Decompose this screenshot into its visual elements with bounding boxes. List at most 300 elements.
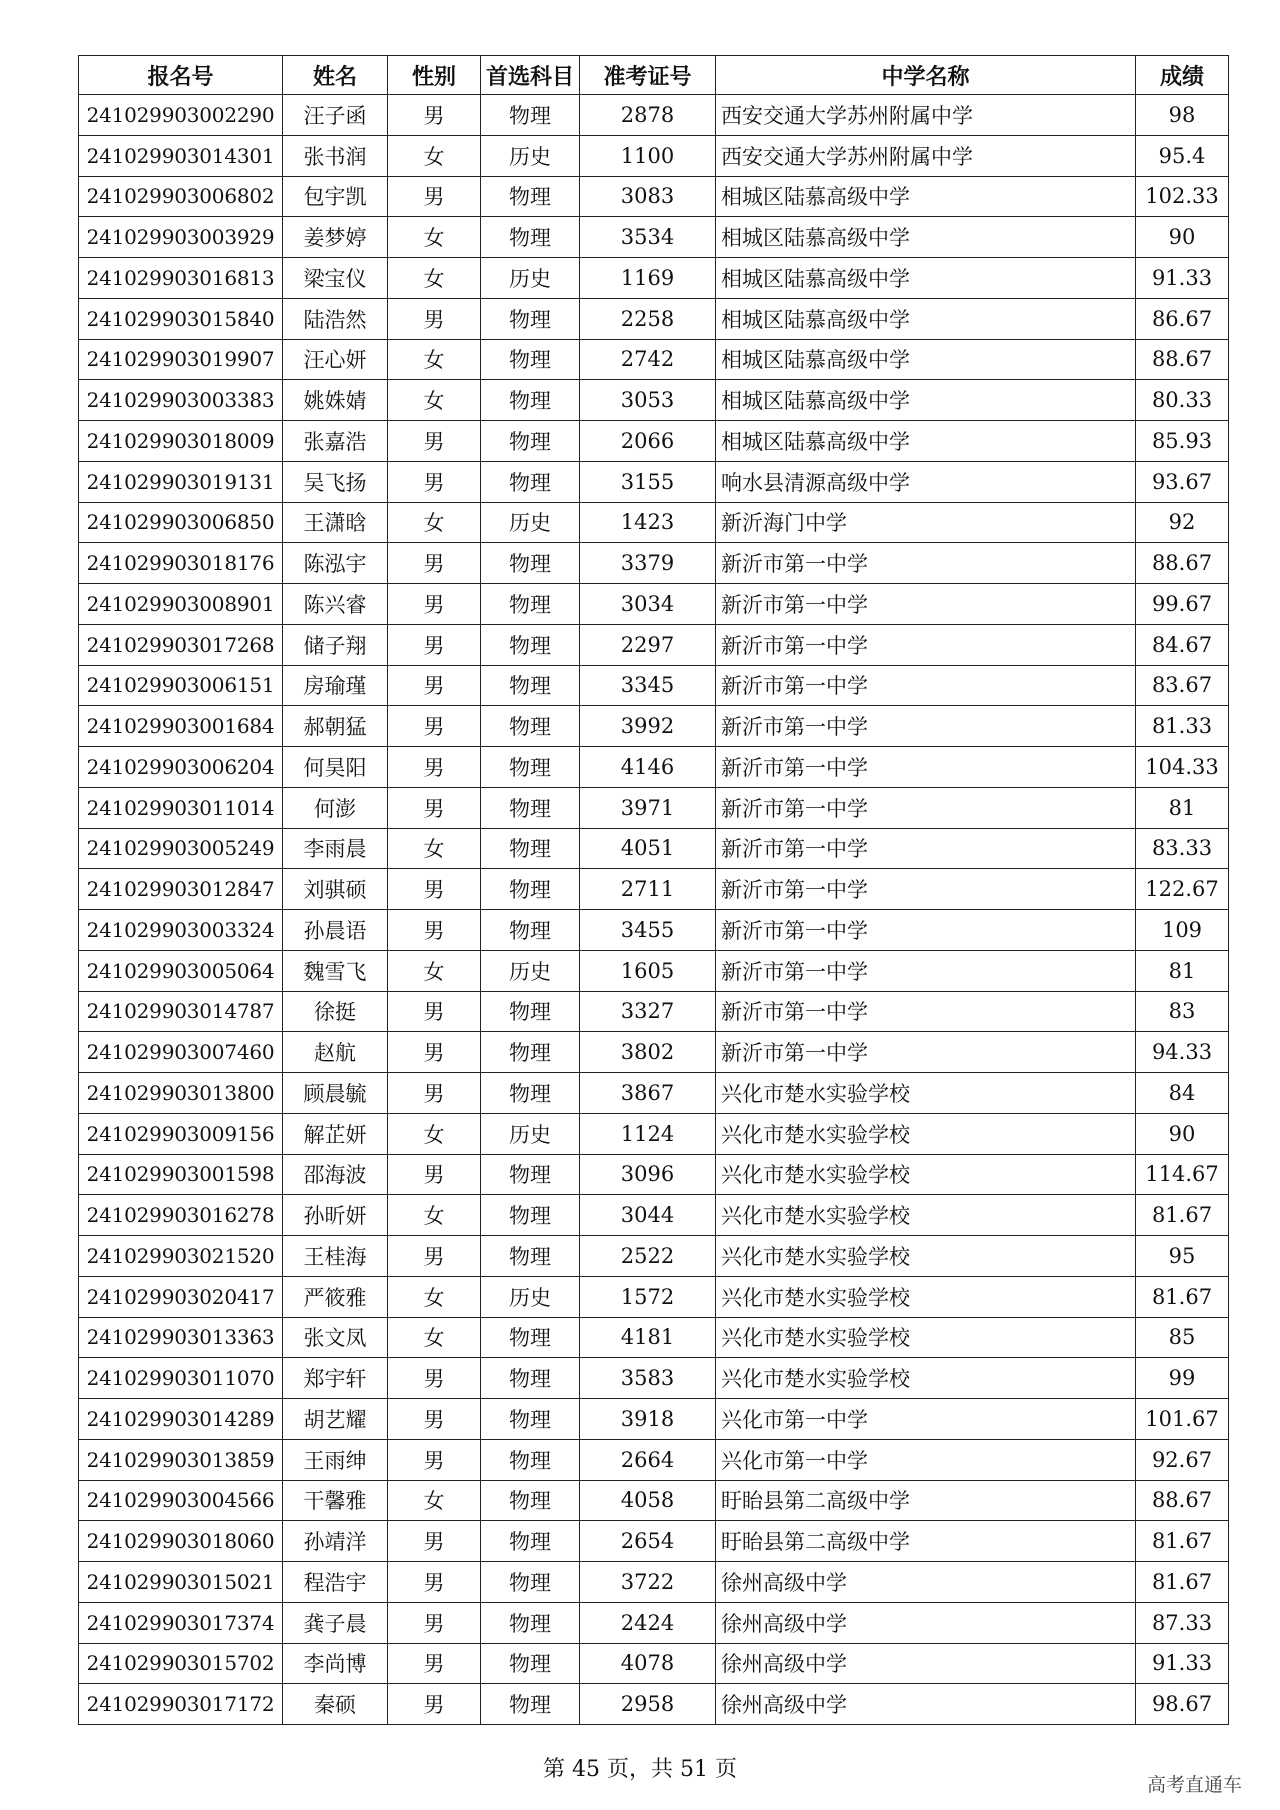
name-cell: 梁宝仪 <box>283 258 388 299</box>
name-cell: 何昊阳 <box>283 747 388 788</box>
table-row <box>79 502 1229 543</box>
score-cell: 85.93 <box>1136 421 1229 462</box>
name-cell: 魏雪飞 <box>283 950 388 991</box>
subject-cell: 历史 <box>481 135 580 176</box>
name-cell: 解芷妍 <box>283 1113 388 1154</box>
subject-cell: 物理 <box>481 421 580 462</box>
table-row <box>79 747 1229 788</box>
name-cell: 陈泓宇 <box>283 543 388 584</box>
admission-no-cell: 3971 <box>580 787 716 828</box>
registration-no-cell: 241029903007460 <box>79 1032 283 1073</box>
admission-no-cell: 2664 <box>580 1439 716 1480</box>
table-row <box>79 421 1229 462</box>
registration-no-cell: 241029903002290 <box>79 95 283 136</box>
table-row <box>79 1073 1229 1114</box>
subject-cell: 物理 <box>481 217 580 258</box>
subject-cell: 物理 <box>481 298 580 339</box>
gender-cell: 男 <box>388 1684 481 1725</box>
table-row <box>79 828 1229 869</box>
subject-cell: 物理 <box>481 787 580 828</box>
page-number: 第 45 页，共 51 页 <box>543 1757 737 1782</box>
registration-no-cell: 241029903011070 <box>79 1358 283 1399</box>
school-cell: 兴化市第一中学 <box>716 1399 1136 1440</box>
score-cell: 93.67 <box>1136 461 1229 502</box>
subject-cell: 物理 <box>481 1032 580 1073</box>
name-cell: 顾晨毓 <box>283 1073 388 1114</box>
gender-cell: 女 <box>388 380 481 421</box>
score-cell: 86.67 <box>1136 298 1229 339</box>
subject-cell: 物理 <box>481 1562 580 1603</box>
name-cell: 邵海波 <box>283 1154 388 1195</box>
registration-no-cell: 241029903013800 <box>79 1073 283 1114</box>
table-row <box>79 787 1229 828</box>
subject-cell: 物理 <box>481 1684 580 1725</box>
name-cell: 孙靖洋 <box>283 1521 388 1562</box>
score-cell: 92 <box>1136 502 1229 543</box>
gender-cell: 男 <box>388 461 481 502</box>
school-cell: 相城区陆慕高级中学 <box>716 339 1136 380</box>
gender-cell: 女 <box>388 135 481 176</box>
subject-cell: 物理 <box>481 747 580 788</box>
name-cell: 李雨晨 <box>283 828 388 869</box>
registration-no-cell: 241029903016813 <box>79 258 283 299</box>
score-table-container <box>78 55 1228 1725</box>
school-cell: 新沂市第一中学 <box>716 624 1136 665</box>
school-cell: 新沂市第一中学 <box>716 747 1136 788</box>
gender-cell: 男 <box>388 991 481 1032</box>
subject-cell: 物理 <box>481 665 580 706</box>
registration-no-cell: 241029903019131 <box>79 461 283 502</box>
score-cell: 88.67 <box>1136 543 1229 584</box>
subject-cell: 历史 <box>481 1276 580 1317</box>
school-cell: 新沂市第一中学 <box>716 665 1136 706</box>
name-cell: 陆浩然 <box>283 298 388 339</box>
score-cell: 81.67 <box>1136 1562 1229 1603</box>
score-cell: 92.67 <box>1136 1439 1229 1480</box>
school-cell: 相城区陆慕高级中学 <box>716 217 1136 258</box>
gender-cell: 男 <box>388 584 481 625</box>
school-cell: 新沂市第一中学 <box>716 991 1136 1032</box>
registration-no-cell: 241029903005064 <box>79 950 283 991</box>
registration-no-cell: 241029903014289 <box>79 1399 283 1440</box>
subject-cell: 物理 <box>481 1399 580 1440</box>
gender-cell: 男 <box>388 1521 481 1562</box>
col-header-registration-no: 报名号 <box>79 56 283 95</box>
school-cell: 新沂市第一中学 <box>716 950 1136 991</box>
subject-cell: 物理 <box>481 991 580 1032</box>
school-cell: 西安交通大学苏州附属中学 <box>716 95 1136 136</box>
school-cell: 新沂市第一中学 <box>716 869 1136 910</box>
name-cell: 汪子函 <box>283 95 388 136</box>
admission-no-cell: 2297 <box>580 624 716 665</box>
subject-cell: 物理 <box>481 339 580 380</box>
table-row <box>79 135 1229 176</box>
table-row <box>79 1317 1229 1358</box>
score-table <box>78 55 1229 1725</box>
school-cell: 徐州高级中学 <box>716 1602 1136 1643</box>
gender-cell: 女 <box>388 502 481 543</box>
col-header-admission-no: 准考证号 <box>580 56 716 95</box>
name-cell: 王雨绅 <box>283 1439 388 1480</box>
name-cell: 何澎 <box>283 787 388 828</box>
gender-cell: 女 <box>388 339 481 380</box>
table-row <box>79 176 1229 217</box>
header-row <box>79 56 1229 95</box>
gender-cell: 男 <box>388 706 481 747</box>
name-cell: 徐挺 <box>283 991 388 1032</box>
name-cell: 程浩宇 <box>283 1562 388 1603</box>
registration-no-cell: 241029903018009 <box>79 421 283 462</box>
gender-cell: 男 <box>388 1073 481 1114</box>
name-cell: 汪心妍 <box>283 339 388 380</box>
admission-no-cell: 3044 <box>580 1195 716 1236</box>
school-cell: 西安交通大学苏州附属中学 <box>716 135 1136 176</box>
subject-cell: 物理 <box>481 1073 580 1114</box>
school-cell: 新沂海门中学 <box>716 502 1136 543</box>
gender-cell: 男 <box>388 1358 481 1399</box>
registration-no-cell: 241029903015840 <box>79 298 283 339</box>
table-row <box>79 869 1229 910</box>
table-row <box>79 1439 1229 1480</box>
admission-no-cell: 1169 <box>580 258 716 299</box>
registration-no-cell: 241029903018060 <box>79 1521 283 1562</box>
gender-cell: 男 <box>388 1602 481 1643</box>
table-row <box>79 1358 1229 1399</box>
table-row <box>79 258 1229 299</box>
gender-cell: 男 <box>388 543 481 584</box>
subject-cell: 物理 <box>481 1317 580 1358</box>
score-cell: 91.33 <box>1136 1643 1229 1684</box>
registration-no-cell: 241029903001684 <box>79 706 283 747</box>
subject-cell: 历史 <box>481 502 580 543</box>
gender-cell: 男 <box>388 869 481 910</box>
registration-no-cell: 241029903006850 <box>79 502 283 543</box>
registration-no-cell: 241029903003324 <box>79 910 283 951</box>
subject-cell: 物理 <box>481 1480 580 1521</box>
registration-no-cell: 241029903012847 <box>79 869 283 910</box>
score-cell: 81.67 <box>1136 1276 1229 1317</box>
admission-no-cell: 2654 <box>580 1521 716 1562</box>
school-cell: 徐州高级中学 <box>716 1684 1136 1725</box>
score-cell: 114.67 <box>1136 1154 1229 1195</box>
table-row <box>79 1276 1229 1317</box>
name-cell: 包宇凯 <box>283 176 388 217</box>
gender-cell: 女 <box>388 258 481 299</box>
admission-no-cell: 4181 <box>580 1317 716 1358</box>
name-cell: 秦硕 <box>283 1684 388 1725</box>
subject-cell: 物理 <box>481 461 580 502</box>
name-cell: 姚姝婧 <box>283 380 388 421</box>
registration-no-cell: 241029903017268 <box>79 624 283 665</box>
registration-no-cell: 241029903017374 <box>79 1602 283 1643</box>
col-header-name: 姓名 <box>283 56 388 95</box>
subject-cell: 历史 <box>481 950 580 991</box>
gender-cell: 男 <box>388 1562 481 1603</box>
registration-no-cell: 241029903004566 <box>79 1480 283 1521</box>
admission-no-cell: 1124 <box>580 1113 716 1154</box>
registration-no-cell: 241029903009156 <box>79 1113 283 1154</box>
school-cell: 兴化市楚水实验学校 <box>716 1236 1136 1277</box>
score-cell: 84.67 <box>1136 624 1229 665</box>
table-row <box>79 543 1229 584</box>
school-cell: 兴化市楚水实验学校 <box>716 1113 1136 1154</box>
registration-no-cell: 241029903014787 <box>79 991 283 1032</box>
gender-cell: 女 <box>388 828 481 869</box>
subject-cell: 物理 <box>481 1643 580 1684</box>
score-cell: 101.67 <box>1136 1399 1229 1440</box>
admission-no-cell: 3918 <box>580 1399 716 1440</box>
table-row <box>79 1236 1229 1277</box>
gender-cell: 女 <box>388 1195 481 1236</box>
subject-cell: 物理 <box>481 543 580 584</box>
table-row <box>79 1399 1229 1440</box>
gender-cell: 男 <box>388 747 481 788</box>
subject-cell: 物理 <box>481 706 580 747</box>
table-row <box>79 706 1229 747</box>
admission-no-cell: 3583 <box>580 1358 716 1399</box>
gender-cell: 男 <box>388 1236 481 1277</box>
table-row <box>79 991 1229 1032</box>
subject-cell: 历史 <box>481 1113 580 1154</box>
score-cell: 83.67 <box>1136 665 1229 706</box>
admission-no-cell: 3379 <box>580 543 716 584</box>
name-cell: 孙晨语 <box>283 910 388 951</box>
table-row <box>79 1684 1229 1725</box>
school-cell: 兴化市楚水实验学校 <box>716 1317 1136 1358</box>
gender-cell: 女 <box>388 1480 481 1521</box>
gender-cell: 男 <box>388 1643 481 1684</box>
table-row <box>79 95 1229 136</box>
subject-cell: 物理 <box>481 1195 580 1236</box>
score-cell: 102.33 <box>1136 176 1229 217</box>
admission-no-cell: 1572 <box>580 1276 716 1317</box>
admission-no-cell: 1423 <box>580 502 716 543</box>
admission-no-cell: 3455 <box>580 910 716 951</box>
table-row <box>79 1562 1229 1603</box>
name-cell: 严筱雅 <box>283 1276 388 1317</box>
name-cell: 干馨雅 <box>283 1480 388 1521</box>
col-header-school: 中学名称 <box>716 56 1136 95</box>
score-cell: 87.33 <box>1136 1602 1229 1643</box>
table-row <box>79 910 1229 951</box>
registration-no-cell: 241029903008901 <box>79 584 283 625</box>
school-cell: 相城区陆慕高级中学 <box>716 421 1136 462</box>
admission-no-cell: 2711 <box>580 869 716 910</box>
registration-no-cell: 241029903003383 <box>79 380 283 421</box>
col-header-score: 成绩 <box>1136 56 1229 95</box>
table-row <box>79 1032 1229 1073</box>
score-cell: 98.67 <box>1136 1684 1229 1725</box>
admission-no-cell: 3802 <box>580 1032 716 1073</box>
admission-no-cell: 2742 <box>580 339 716 380</box>
registration-no-cell: 241029903015702 <box>79 1643 283 1684</box>
score-cell: 81 <box>1136 950 1229 991</box>
school-cell: 相城区陆慕高级中学 <box>716 298 1136 339</box>
gender-cell: 男 <box>388 176 481 217</box>
gender-cell: 男 <box>388 421 481 462</box>
school-cell: 徐州高级中学 <box>716 1562 1136 1603</box>
gender-cell: 女 <box>388 217 481 258</box>
score-cell: 83 <box>1136 991 1229 1032</box>
score-cell: 104.33 <box>1136 747 1229 788</box>
gender-cell: 女 <box>388 1276 481 1317</box>
table-row <box>79 339 1229 380</box>
admission-no-cell: 3992 <box>580 706 716 747</box>
name-cell: 张文凤 <box>283 1317 388 1358</box>
school-cell: 兴化市楚水实验学校 <box>716 1154 1136 1195</box>
subject-cell: 物理 <box>481 1236 580 1277</box>
school-cell: 徐州高级中学 <box>716 1643 1136 1684</box>
score-cell: 95 <box>1136 1236 1229 1277</box>
registration-no-cell: 241029903003929 <box>79 217 283 258</box>
name-cell: 郝朝猛 <box>283 706 388 747</box>
gender-cell: 男 <box>388 1032 481 1073</box>
table-row <box>79 950 1229 991</box>
score-cell: 81.33 <box>1136 706 1229 747</box>
name-cell: 刘骐硕 <box>283 869 388 910</box>
admission-no-cell: 3534 <box>580 217 716 258</box>
gender-cell: 男 <box>388 298 481 339</box>
table-row <box>79 1602 1229 1643</box>
score-cell: 99 <box>1136 1358 1229 1399</box>
table-row <box>79 217 1229 258</box>
school-cell: 兴化市楚水实验学校 <box>716 1195 1136 1236</box>
registration-no-cell: 241029903006204 <box>79 747 283 788</box>
school-cell: 新沂市第一中学 <box>716 1032 1136 1073</box>
admission-no-cell: 3327 <box>580 991 716 1032</box>
name-cell: 陈兴睿 <box>283 584 388 625</box>
school-cell: 相城区陆慕高级中学 <box>716 258 1136 299</box>
admission-no-cell: 2258 <box>580 298 716 339</box>
admission-no-cell: 4078 <box>580 1643 716 1684</box>
school-cell: 新沂市第一中学 <box>716 828 1136 869</box>
school-cell: 新沂市第一中学 <box>716 910 1136 951</box>
name-cell: 郑宇轩 <box>283 1358 388 1399</box>
gender-cell: 男 <box>388 787 481 828</box>
registration-no-cell: 241029903013859 <box>79 1439 283 1480</box>
school-cell: 新沂市第一中学 <box>716 584 1136 625</box>
registration-no-cell: 241029903014301 <box>79 135 283 176</box>
score-cell: 81.67 <box>1136 1195 1229 1236</box>
gender-cell: 男 <box>388 665 481 706</box>
gender-cell: 男 <box>388 1154 481 1195</box>
table-row <box>79 298 1229 339</box>
score-cell: 85 <box>1136 1317 1229 1358</box>
school-cell: 新沂市第一中学 <box>716 543 1136 584</box>
subject-cell: 物理 <box>481 1602 580 1643</box>
admission-no-cell: 3155 <box>580 461 716 502</box>
score-cell: 122.67 <box>1136 869 1229 910</box>
subject-cell: 物理 <box>481 1358 580 1399</box>
registration-no-cell: 241029903015021 <box>79 1562 283 1603</box>
col-header-gender: 性别 <box>388 56 481 95</box>
score-cell: 98 <box>1136 95 1229 136</box>
registration-no-cell: 241029903006802 <box>79 176 283 217</box>
registration-no-cell: 241029903021520 <box>79 1236 283 1277</box>
subject-cell: 物理 <box>481 910 580 951</box>
name-cell: 龚子晨 <box>283 1602 388 1643</box>
subject-cell: 物理 <box>481 869 580 910</box>
subject-cell: 物理 <box>481 1154 580 1195</box>
score-cell: 88.67 <box>1136 1480 1229 1521</box>
score-cell: 99.67 <box>1136 584 1229 625</box>
watermark-text: 高考直通车 <box>1146 1774 1242 1796</box>
gender-cell: 女 <box>388 950 481 991</box>
school-cell: 相城区陆慕高级中学 <box>716 380 1136 421</box>
registration-no-cell: 241029903017172 <box>79 1684 283 1725</box>
admission-no-cell: 4058 <box>580 1480 716 1521</box>
name-cell: 胡艺耀 <box>283 1399 388 1440</box>
name-cell: 孙昕妍 <box>283 1195 388 1236</box>
admission-no-cell: 4051 <box>580 828 716 869</box>
score-cell: 88.67 <box>1136 339 1229 380</box>
registration-no-cell: 241029903016278 <box>79 1195 283 1236</box>
name-cell: 李尚博 <box>283 1643 388 1684</box>
gender-cell: 男 <box>388 1399 481 1440</box>
subject-cell: 物理 <box>481 584 580 625</box>
col-header-subject: 首选科目 <box>481 56 580 95</box>
admission-no-cell: 2878 <box>580 95 716 136</box>
subject-cell: 物理 <box>481 624 580 665</box>
subject-cell: 历史 <box>481 258 580 299</box>
name-cell: 赵航 <box>283 1032 388 1073</box>
gender-cell: 男 <box>388 910 481 951</box>
school-cell: 兴化市楚水实验学校 <box>716 1073 1136 1114</box>
gender-cell: 男 <box>388 1439 481 1480</box>
registration-no-cell: 241029903001598 <box>79 1154 283 1195</box>
school-cell: 兴化市楚水实验学校 <box>716 1358 1136 1399</box>
gender-cell: 女 <box>388 1113 481 1154</box>
score-cell: 81 <box>1136 787 1229 828</box>
school-cell: 相城区陆慕高级中学 <box>716 176 1136 217</box>
score-cell: 90 <box>1136 1113 1229 1154</box>
admission-no-cell: 2522 <box>580 1236 716 1277</box>
score-cell: 90 <box>1136 217 1229 258</box>
admission-no-cell: 3053 <box>580 380 716 421</box>
school-cell: 新沂市第一中学 <box>716 787 1136 828</box>
gender-cell: 男 <box>388 95 481 136</box>
table-body <box>79 95 1229 1725</box>
subject-cell: 物理 <box>481 1439 580 1480</box>
school-cell: 兴化市楚水实验学校 <box>716 1276 1136 1317</box>
name-cell: 王桂海 <box>283 1236 388 1277</box>
table-row <box>79 584 1229 625</box>
table-row <box>79 624 1229 665</box>
school-cell: 盱眙县第二高级中学 <box>716 1480 1136 1521</box>
table-row <box>79 1195 1229 1236</box>
name-cell: 张书润 <box>283 135 388 176</box>
subject-cell: 物理 <box>481 95 580 136</box>
name-cell: 储子翔 <box>283 624 388 665</box>
score-cell: 95.4 <box>1136 135 1229 176</box>
admission-no-cell: 2066 <box>580 421 716 462</box>
school-cell: 兴化市第一中学 <box>716 1439 1136 1480</box>
registration-no-cell: 241029903005249 <box>79 828 283 869</box>
registration-no-cell: 241029903013363 <box>79 1317 283 1358</box>
subject-cell: 物理 <box>481 828 580 869</box>
name-cell: 张嘉浩 <box>283 421 388 462</box>
table-row <box>79 1480 1229 1521</box>
table-row <box>79 1113 1229 1154</box>
gender-cell: 男 <box>388 624 481 665</box>
school-cell: 盱眙县第二高级中学 <box>716 1521 1136 1562</box>
admission-no-cell: 1100 <box>580 135 716 176</box>
table-row <box>79 1154 1229 1195</box>
registration-no-cell: 241029903011014 <box>79 787 283 828</box>
score-cell: 81.67 <box>1136 1521 1229 1562</box>
registration-no-cell: 241029903006151 <box>79 665 283 706</box>
admission-no-cell: 2958 <box>580 1684 716 1725</box>
